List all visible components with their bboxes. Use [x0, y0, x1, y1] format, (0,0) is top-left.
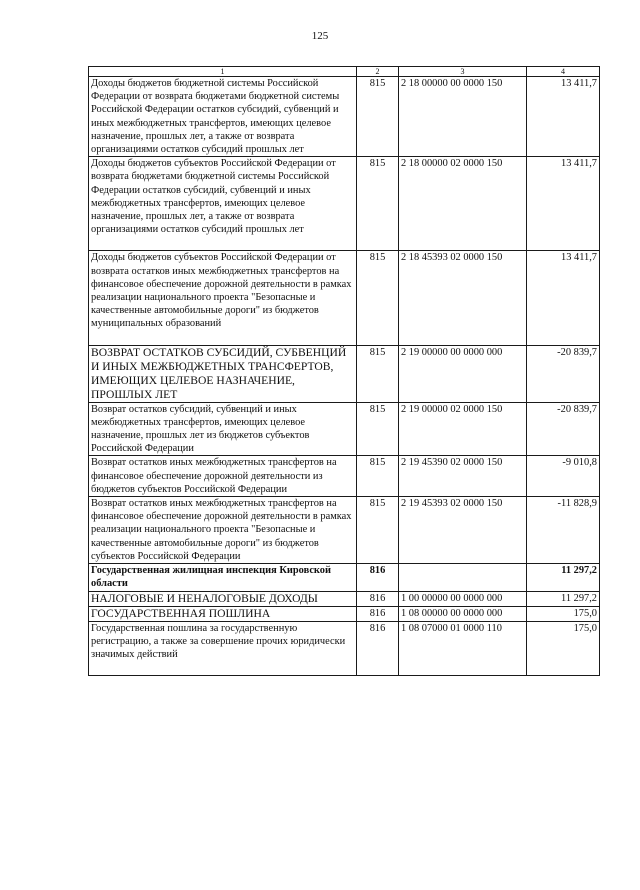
row-budget-code: [399, 564, 527, 591]
row-amount: 11 297,2: [527, 591, 600, 606]
row-name: Государственная пошлина за государственную регистрацию, а также за совершение прочих юридически значимых действий: [89, 621, 357, 676]
table-row: [89, 456, 600, 497]
row-admin-code: 815: [357, 402, 399, 456]
table-row: [89, 497, 600, 564]
row-name: ВОЗВРАТ ОСТАТКОВ СУБСИДИЙ, СУБВЕНЦИЙ И ИНЫХ МЕЖБЮДЖЕТНЫХ ТРАНСФЕРТОВ, ИМЕЮЩИХ ЦЕЛЕВОЕ НАЗНАЧЕНИЕ, ПРОШЛЫХ ЛЕТ: [89, 345, 357, 402]
row-amount: 13 411,7: [527, 251, 600, 345]
row-budget-code: 1 08 07000 01 0000 110: [399, 621, 527, 676]
row-budget-code: 1 00 00000 00 0000 000: [399, 591, 527, 606]
table-row: [89, 251, 600, 345]
row-admin-code: 816: [357, 591, 399, 606]
row-admin-code: 816: [357, 621, 399, 676]
row-admin-code: 816: [357, 564, 399, 591]
row-amount: 175,0: [527, 621, 600, 676]
table-row-section-heading: [89, 564, 600, 591]
row-admin-code: 815: [357, 497, 399, 564]
table-row: [89, 621, 600, 676]
page-number: 125: [311, 30, 329, 42]
table-row: [89, 157, 600, 251]
row-name: Возврат остатков иных межбюджетных трансфертов на финансовое обеспечение дорожной деятельности из бюджетов субъектов Российской Федерации: [89, 456, 357, 497]
column-number-4: 4: [527, 67, 600, 77]
row-admin-code: 815: [357, 77, 399, 157]
row-amount: 175,0: [527, 606, 600, 621]
row-name: Возврат остатков субсидий, субвенций и иных межбюджетных трансфертов, имеющих целевое назначение, прошлых лет из бюджетов субъектов Российской Федерации: [89, 402, 357, 456]
row-budget-code: 2 19 00000 02 0000 150: [399, 402, 527, 456]
table-header-row: [89, 67, 600, 77]
table-row: [89, 606, 600, 621]
table-row: [89, 77, 600, 157]
row-name: Возврат остатков иных межбюджетных трансфертов на финансовое обеспечение дорожной деятельности в рамках реализации национального проекта "Безопасные и качественные автомобильные дороги" из бюджетов субъектов Российской Федерации: [89, 497, 357, 564]
row-amount: 11 297,2: [527, 564, 600, 591]
column-number-2: 2: [357, 67, 399, 77]
row-budget-code: 2 19 45390 02 0000 150: [399, 456, 527, 497]
table-row: [89, 591, 600, 606]
row-amount: 13 411,7: [527, 77, 600, 157]
row-name: Доходы бюджетов субъектов Российской Федерации от возврата остатков иных межбюджетных трансфертов на финансовое обеспечение дорожной деятельности в рамках реализации национального проекта "Безопасные и качественные автомобильные дороги" из бюджетов муниципальных образований: [89, 251, 357, 345]
row-budget-code: 2 18 00000 02 0000 150: [399, 157, 527, 251]
row-budget-code: 2 18 45393 02 0000 150: [399, 251, 527, 345]
row-admin-code: 815: [357, 456, 399, 497]
table-row: [89, 402, 600, 456]
row-budget-code: 2 19 00000 00 0000 000: [399, 345, 527, 402]
row-name: Государственная жилищная инспекция Кировской области: [89, 564, 357, 591]
row-admin-code: 815: [357, 251, 399, 345]
row-budget-code: 2 18 00000 00 0000 150: [399, 77, 527, 157]
row-amount: -20 839,7: [527, 345, 600, 402]
row-amount: -9 010,8: [527, 456, 600, 497]
row-name: Доходы бюджетов бюджетной системы Российской Федерации от возврата бюджетами бюджетной системы Российской Федерации остатков субсидий, субвенций и иных межбюджетных трансфертов, имеющих целевое назначение, прошлых лет, а также от возврата организациями остатков субсидий прошлых лет: [89, 77, 357, 157]
row-admin-code: 815: [357, 345, 399, 402]
row-amount: -20 839,7: [527, 402, 600, 456]
row-name: Доходы бюджетов субъектов Российской Федерации от возврата бюджетами бюджетной системы Российской Федерации остатков субсидий, субвенций и иных межбюджетных трансфертов, имеющих целевое назначение, прошлых лет, а также от возврата организациями остатков субсидий прошлых лет: [89, 157, 357, 251]
row-admin-code: 815: [357, 157, 399, 251]
row-name: ГОСУДАРСТВЕННАЯ ПОШЛИНА: [89, 606, 357, 621]
row-admin-code: 816: [357, 606, 399, 621]
table-row: [89, 345, 600, 402]
row-amount: -11 828,9: [527, 497, 600, 564]
column-number-3: 3: [399, 67, 527, 77]
row-name: НАЛОГОВЫЕ И НЕНАЛОГОВЫЕ ДОХОДЫ: [89, 591, 357, 606]
row-budget-code: 1 08 00000 00 0000 000: [399, 606, 527, 621]
revenue-table: [88, 66, 600, 676]
row-amount: 13 411,7: [527, 157, 600, 251]
row-budget-code: 2 19 45393 02 0000 150: [399, 497, 527, 564]
column-number-1: 1: [89, 67, 357, 77]
